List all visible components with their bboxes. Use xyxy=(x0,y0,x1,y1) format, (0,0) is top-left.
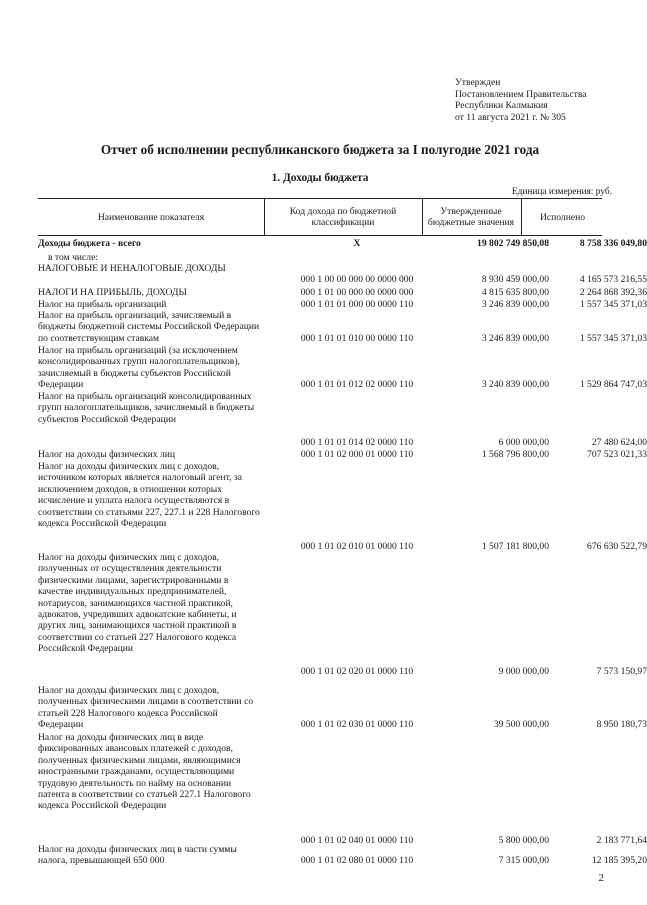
row-name: Налог на доходы физических лиц с доходов, полученных от осуществления деятельности физическими лицами, зарегистрированными в качестве индивидуальных предпринимателей, нотариусов, занимающихся частной практикой, адвокатов, учредивших адвокатские кабинеты, и других лиц, занимающихся частной практикой в соответствии со статьей 227 Налогового кодекса Российской Федерации xyxy=(38,552,237,655)
row-name: Налог на доходы физических лиц xyxy=(38,449,175,460)
row-code: 000 1 01 02 000 01 0000 110 xyxy=(300,448,414,460)
row-name: Налог на доходы физических лиц с доходов, полученных физическими лицами в соответствии со статьей 228 Налогового кодекса Российской Федерации xyxy=(38,685,254,731)
row-name: Налог на прибыль организаций, зачисляемый в бюджеты бюджетной системы Российской Федерации по соответствующим ставкам xyxy=(38,310,260,344)
header-code: Код дохода по бюджетной классификации xyxy=(289,206,397,228)
table-row xyxy=(38,298,647,310)
row-fact-value: 12 185 395,20 xyxy=(591,855,647,867)
header-name: Наименование показателя xyxy=(97,211,205,223)
row-code: 000 1 01 01 010 00 0000 110 xyxy=(300,332,414,344)
row-code: 000 1 01 01 012 02 0000 110 xyxy=(300,379,414,391)
row-fact-value: 1 557 345 371,03 xyxy=(579,298,647,310)
row-fact-value: 4 165 573 216,55 xyxy=(579,274,647,286)
table-row xyxy=(38,844,647,867)
row-plan-value: 6 000 000,00 xyxy=(498,436,549,448)
row-fact-value: 707 523 021,33 xyxy=(587,448,647,460)
approval-line-3: Республики Калмыкия xyxy=(455,100,548,112)
row-fact-value: 2 183 771,64 xyxy=(596,834,647,846)
row-name: НАЛОГИ НА ПРИБЫЛЬ, ДОХОДЫ xyxy=(38,287,187,298)
row-fact-value: 676 630 522,79 xyxy=(587,540,647,552)
table-row xyxy=(38,448,647,460)
row-name: Налог на прибыль организаций xyxy=(38,299,167,310)
table-row xyxy=(38,263,647,286)
row-name: в том числе: xyxy=(48,252,99,263)
row-name: Налог на доходы физических лиц в виде фиксированных авансовых платежей с доходов, полученных физическими лицами, являющимися иностранными гражданами, осуществляющими трудовую деятельность по найму на основании патента в соответствии со статьей 227.1 Налогового кодекса Российской Федерации xyxy=(38,732,251,812)
row-name: Налог на доходы физических лиц с доходов, источником которых является налоговый агент, за исключением доходов, в отношении которых исчисление и уплата налога осуществляются в соответствии со статьями 227, 227.1 и 228 Налогового кодекса Российской Федерации xyxy=(38,461,260,530)
row-code: 000 1 01 02 080 01 0000 110 xyxy=(300,855,414,867)
row-name: НАЛОГОВЫЕ И НЕНАЛОГОВЫЕ ДОХОДЫ xyxy=(38,263,226,274)
row-code: 000 1 01 02 030 01 0000 110 xyxy=(300,719,414,731)
row-plan-value: 1 507 181 800,00 xyxy=(481,540,549,552)
row-plan-value: 3 240 839 000,00 xyxy=(481,379,549,391)
row-name: Доходы бюджета - всего xyxy=(38,238,141,249)
approval-line-1: Утвержден xyxy=(455,77,501,88)
row-plan-value: 4 815 635 800,00 xyxy=(481,286,549,298)
table-row xyxy=(38,345,647,391)
row-fact-value: 8 950 180,73 xyxy=(596,719,647,731)
row-code: 000 1 01 02 040 01 0000 110 xyxy=(300,834,414,846)
document-title: Отчет об исполнении республиканского бюджета за I полугодие 2021 года xyxy=(100,142,540,157)
table-row xyxy=(38,237,647,249)
table-row xyxy=(38,252,602,263)
table-row xyxy=(38,552,647,677)
table-row xyxy=(38,286,647,298)
approval-line-4: от 11 августа 2021 г. № 305 xyxy=(455,111,566,123)
approval-line-2: Постановлением Правительства xyxy=(455,88,587,100)
header-fact: Исполнено xyxy=(539,211,586,223)
row-plan-value: 3 246 839 000,00 xyxy=(481,298,549,310)
table-row xyxy=(38,685,647,731)
row-fact-value: 1 529 864 747,03 xyxy=(579,379,647,391)
row-code: 000 1 01 01 014 02 0000 110 xyxy=(300,436,414,448)
row-fact-value: 2 264 868 392,36 xyxy=(579,286,647,298)
row-code: 000 1 01 00 000 00 0000 000 xyxy=(300,286,414,298)
row-code: 000 1 01 02 010 01 0000 110 xyxy=(300,540,414,552)
approval-block xyxy=(455,77,587,123)
section-title: 1. Доходы бюджета xyxy=(271,172,369,184)
row-code: Х xyxy=(353,237,361,249)
row-name: Налог на доходы физических лиц в части суммы налога, превышающей 650 000 xyxy=(38,844,237,867)
unit-label: Единица измерения: руб. xyxy=(511,187,612,197)
table-header xyxy=(38,198,602,236)
row-plan-value: 39 500 000,00 xyxy=(493,719,549,731)
row-fact-value: 8 758 336 049,80 xyxy=(579,237,647,249)
row-code: 000 1 01 01 000 00 0000 110 xyxy=(300,298,414,310)
row-code: 000 1 01 02 020 01 0000 110 xyxy=(300,665,414,677)
row-plan-value: 7 315 000,00 xyxy=(498,855,549,867)
row-plan-value: 5 800 000,00 xyxy=(498,834,549,846)
table-row xyxy=(38,391,647,448)
row-fact-value: 27 480 624,00 xyxy=(591,436,647,448)
table-row xyxy=(38,732,647,846)
row-fact-value: 7 573 150,97 xyxy=(596,665,647,677)
row-plan-value: 19 802 749 850,08 xyxy=(477,237,549,249)
table-row xyxy=(38,310,647,344)
row-plan-value: 9 000 000,00 xyxy=(498,665,549,677)
row-name: Налог на прибыль организаций (за исключением консолидированных групп налогоплательщиков), зачисляемый в бюджеты субъектов Российской Федерации xyxy=(38,345,240,391)
page-number: 2 xyxy=(598,872,604,884)
row-plan-value: 8 930 459 000,00 xyxy=(481,274,549,286)
row-code: 000 1 00 00 000 00 0000 000 xyxy=(300,274,414,286)
row-plan-value: 1 568 796 800,00 xyxy=(481,448,549,460)
header-plan: Утвержденные бюджетные значения xyxy=(427,206,515,228)
row-fact-value: 1 557 345 371,03 xyxy=(579,332,647,344)
row-name: Налог на прибыль организаций консолидированных групп налогоплательщиков, зачисляемый в бюджеты субъектов Российской Федерации xyxy=(38,391,255,425)
table-row xyxy=(38,461,647,552)
row-plan-value: 3 246 839 000,00 xyxy=(481,332,549,344)
